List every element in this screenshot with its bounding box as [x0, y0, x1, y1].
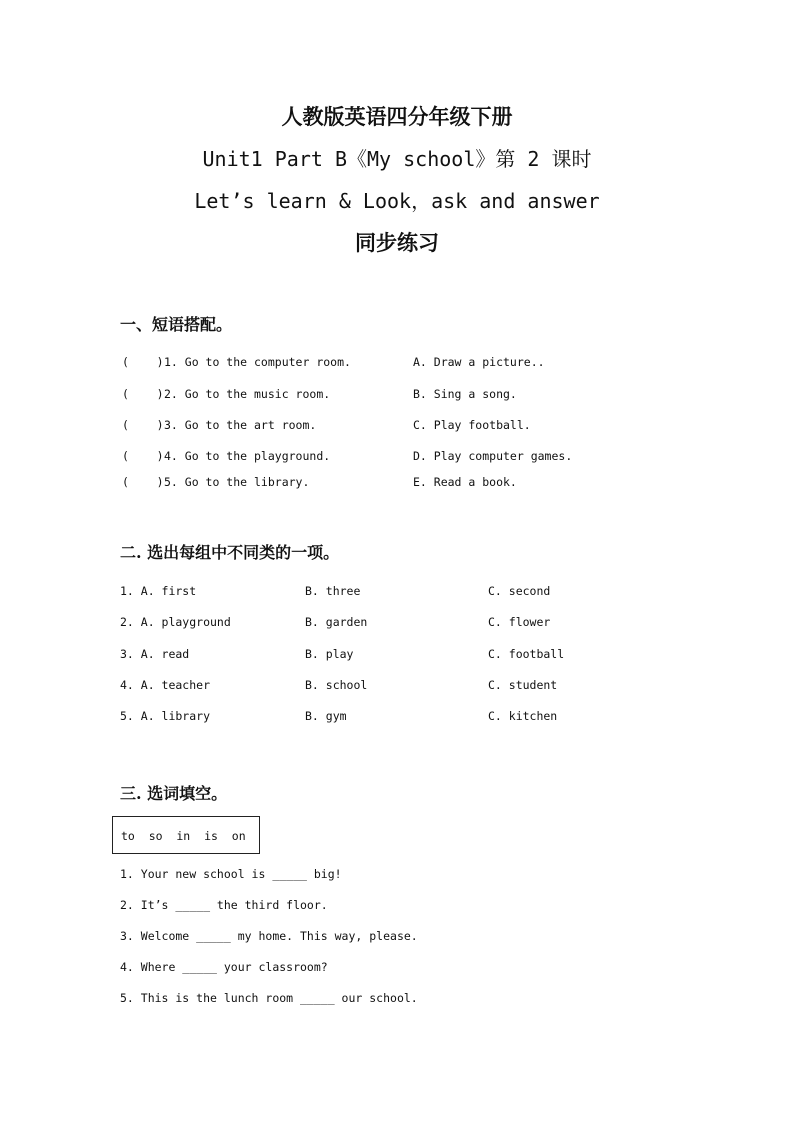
- answer-blank[interactable]: ( ): [122, 355, 164, 369]
- answer-blank[interactable]: ( ): [122, 387, 164, 401]
- fill-sentence: 2. It’s _____ the third floor.: [120, 898, 328, 912]
- answer-blank[interactable]: ( ): [122, 475, 164, 489]
- option-a: 4. A. teacher: [120, 678, 211, 692]
- match-prompt: 4. Go to the playground.: [164, 449, 331, 463]
- match-prompt: 5. Go to the library.: [164, 475, 310, 489]
- section2-heading: 二. 选出每组中不同类的一项。: [120, 543, 340, 562]
- match-prompt: 3. Go to the art room.: [164, 418, 317, 432]
- answer-blank[interactable]: ( ): [122, 418, 164, 432]
- match-answer: B. Sing a song.: [413, 387, 517, 401]
- answer-blank[interactable]: ( ): [122, 449, 164, 463]
- option-a: 1. A. first: [120, 584, 197, 598]
- option-a: 3. A. read: [120, 647, 190, 661]
- option-c: C. second: [488, 584, 551, 598]
- option-b: B. three: [305, 584, 361, 598]
- option-b: B. gym: [305, 709, 347, 723]
- fill-sentence: 4. Where _____ your classroom?: [120, 960, 328, 974]
- word-bank-box: [112, 816, 260, 854]
- section3-heading: 三. 选词填空。: [120, 784, 228, 803]
- fill-sentence: 1. Your new school is _____ big!: [120, 867, 342, 881]
- doc-subtitle-practice: 同步练习: [355, 230, 439, 255]
- option-b: B. school: [305, 678, 368, 692]
- match-prompt: 1. Go to the computer room.: [164, 355, 351, 369]
- option-c: C. student: [488, 678, 558, 692]
- word-bank-words: to so in is on: [121, 829, 246, 843]
- option-a: 2. A. playground: [120, 615, 231, 629]
- option-a: 5. A. library: [120, 709, 211, 723]
- option-c: C. football: [488, 647, 565, 661]
- fill-sentence: 5. This is the lunch room _____ our school.: [120, 991, 418, 1005]
- doc-subtitle-unit: Unit1 Part B《My school》第 2 课时: [202, 147, 592, 171]
- doc-subtitle-lesson: Let’s learn & Look，ask and answer: [194, 189, 600, 213]
- option-c: C. flower: [488, 615, 551, 629]
- match-answer: A. Draw a picture..: [413, 355, 545, 369]
- fill-sentence: 3. Welcome _____ my home. This way, please.: [120, 929, 418, 943]
- match-answer: C. Play football.: [413, 418, 531, 432]
- section1-heading: 一、短语搭配。: [120, 315, 233, 334]
- match-answer: D. Play computer games.: [413, 449, 573, 463]
- match-answer: E. Read a book.: [413, 475, 517, 489]
- option-b: B. play: [305, 647, 354, 661]
- option-c: C. kitchen: [488, 709, 558, 723]
- doc-title: 人教版英语四分年级下册: [281, 104, 513, 129]
- match-prompt: 2. Go to the music room.: [164, 387, 331, 401]
- option-b: B. garden: [305, 615, 368, 629]
